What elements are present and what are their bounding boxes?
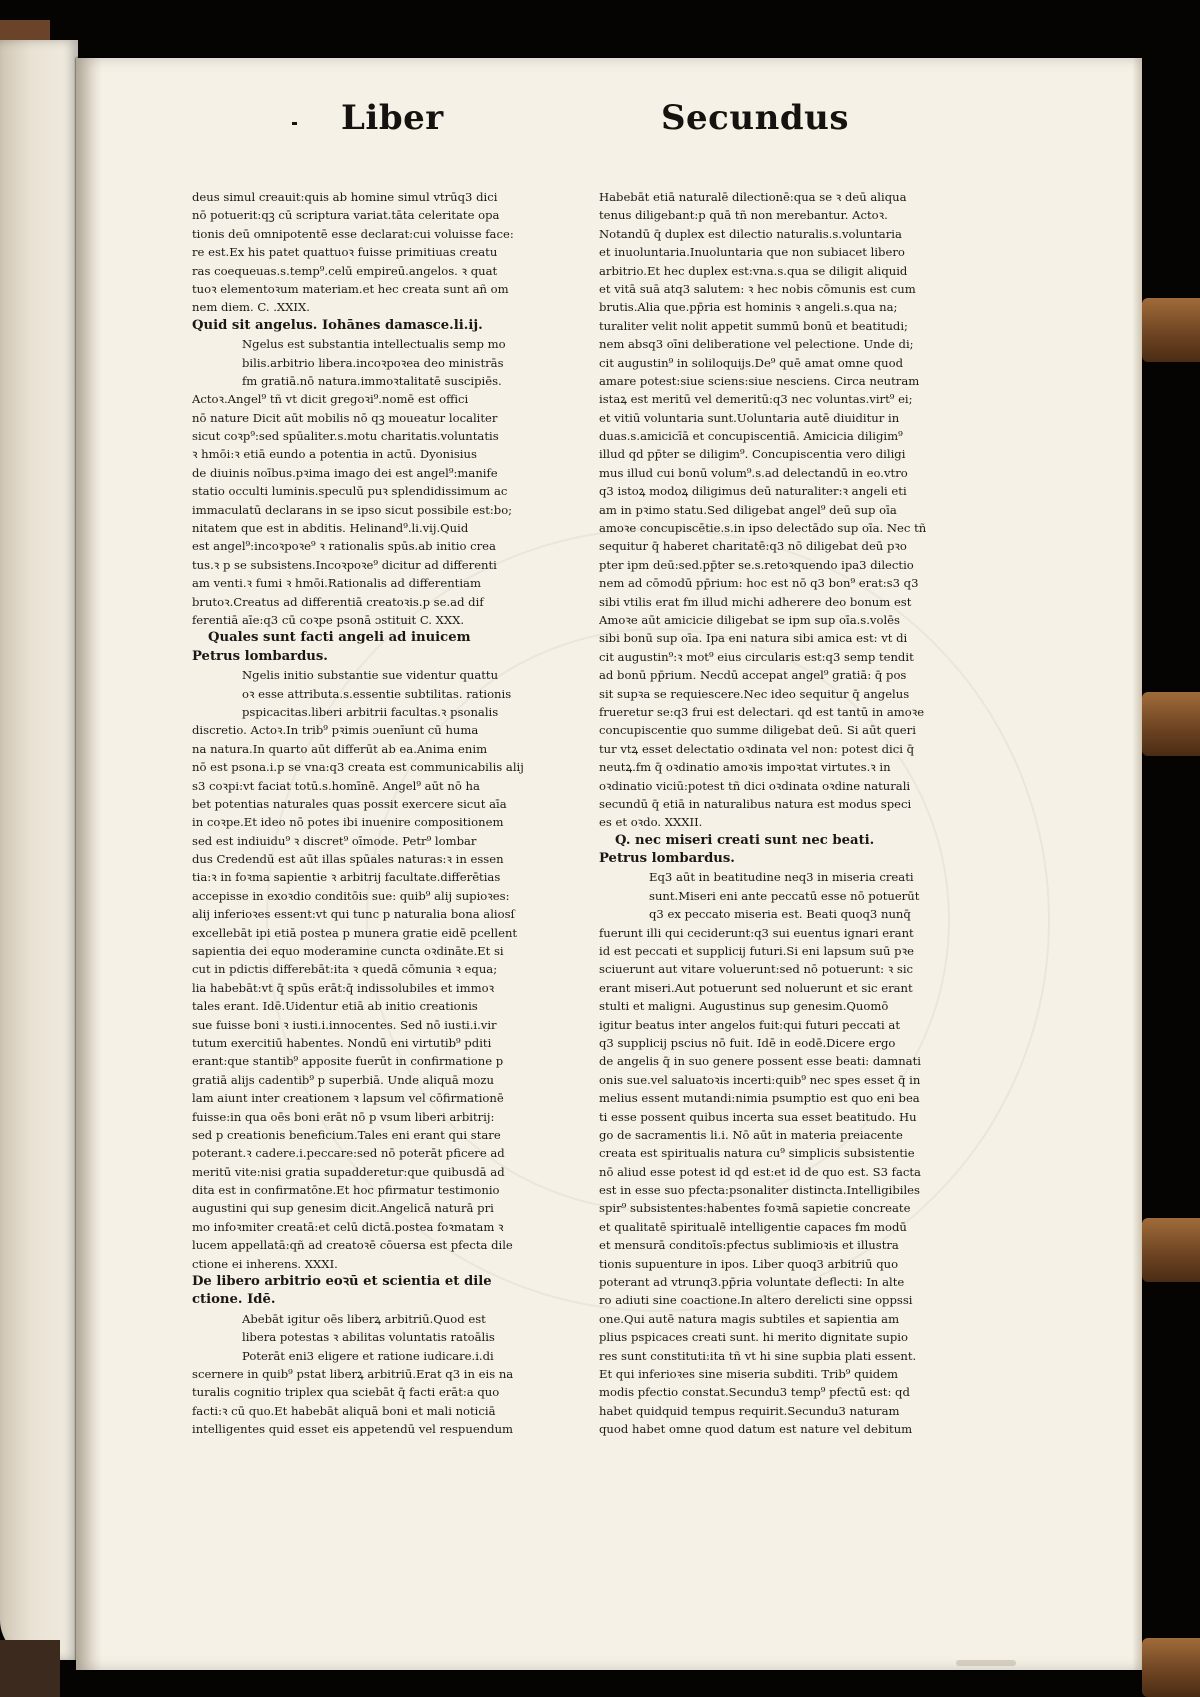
text-line: nitatem que est in abditis. Helinand⁹.li.vij.Quid: [192, 521, 469, 536]
text-line: Actoꝛ.Angel⁹ tñ vt dicit gregoꝛi⁹.nomē est offici: [192, 392, 469, 407]
text-line: bet potentias naturales quas possit exercere sicut aīa: [192, 796, 507, 811]
text-line: ctione ei inherens. XXXI.: [192, 1256, 338, 1271]
text-line: modis pfectio constat.Secundu3 temp⁹ pfectū est: qd: [599, 1385, 910, 1400]
text-line: est angel⁹:incoꝛpoꝛe⁹ ꝛ rationalis spūs.ab initio crea: [192, 539, 496, 554]
page-stain: [956, 1660, 1016, 1666]
text-line: gratiā alijs cadentib⁹ p superbiā. Unde aliquā mozu: [192, 1072, 495, 1087]
text-line: sue fuisse boni ꝛ iusti.i.innocentes. Sed nō iusti.i.vir: [192, 1017, 497, 1032]
text-line: lucem appellatā:qñ ad creatoꝛē cōuersa est pfecta dile: [192, 1238, 513, 1253]
text-line: tus.ꝛ p se subsistens.Incoꝛpoꝛe⁹ dicitur ad differenti: [192, 557, 497, 572]
text-line: igitur beatus inter angelos fuit:qui futuri peccati at: [599, 1017, 900, 1032]
text-line: est in esse suo pfecta:psonaliter distincta.Intelligibiles: [599, 1183, 920, 1198]
text-line: Ngelis initio substantie sue videntur quattu: [242, 668, 499, 683]
text-line: Habebāt etiā naturalē dilectionē:qua se ꝛ deū aliqua: [599, 190, 907, 204]
text-line: istaꝝ est meritū vel demeritū:q3 nec voluntas.virt⁹ ei;: [599, 392, 913, 407]
text-line: turalis cognitio triplex qua sciebāt q̄ facti erāt:a quo: [192, 1385, 500, 1400]
running-head-right: Secundus: [661, 98, 849, 138]
text-line: nem diem. C. .XXIX.: [192, 300, 310, 315]
text-line: lia habebāt:vt q̄ spūs erāt:q̄ indissolubiles et immoꝛ: [192, 980, 495, 995]
text-line: cut in pdictis differebāt:ita ꝛ quedā cōmunia ꝛ equa;: [192, 962, 498, 977]
text-line: nō est psona.i.p se vna:q3 creata est communicabilis alij: [192, 760, 524, 775]
text-line: mus illud cui bonū volum⁹.s.ad delectandū in eo.vtro: [599, 465, 908, 480]
text-line: arbitrio.Et hec duplex est:vna.s.qua se diligit aliquid: [599, 263, 908, 278]
text-line: fm gratiā.nō natura.immoꝛtalitatē suscipiēs.: [242, 373, 502, 388]
text-line: stulti et maligni. Augustinus sup genesim.Quomō: [599, 999, 889, 1014]
facing-page-edge: [0, 40, 78, 1660]
text-line: et qualitatē spiritualē intelligentie capaces fm modū: [599, 1219, 907, 1234]
gutter-shadow: [76, 58, 102, 1670]
text-line: tales erant. Idē.Uidentur etiā ab initio creationis: [192, 999, 478, 1014]
text-line: deus simul creauit:quis ab homine simul vtrūq3 dici: [192, 190, 498, 204]
text-line: secundū q̄ etiā in naturalibus natura est modus speci: [599, 796, 912, 811]
leather-strap: [1142, 1638, 1200, 1697]
text-line: fuerunt illi qui ceciderunt:q3 sui euentus ignari erant: [599, 925, 914, 940]
text-line: ꝛ hmōi:ꝛ etiā eundo a potentia in actū. Dyonisius: [192, 447, 477, 462]
text-line: one.Qui autē natura magis subtiles et sapientia am: [599, 1311, 900, 1326]
text-line: Abebāt igitur oēs liberꝝ arbitriū.Quod est: [242, 1311, 486, 1326]
text-line: id est peccati et supplicij futuri.Si eni lapsum suū pꝛe: [599, 944, 914, 959]
text-line: duas.s.amicicīā et concupiscentiā. Amicicia diligim⁹: [599, 429, 903, 444]
text-line: in coꝛpe.Et ideo nō potes ibi inuenire compositionem: [192, 815, 504, 830]
text-line: Eq3 aūt in beatitudine neq3 in miseria creati: [649, 870, 914, 885]
text-line: Amoꝛe aūt amicicie diligebat se ipm sup oīa.s.volēs: [599, 612, 900, 627]
text-line: Ngelus est substantia intellectualis semp mo: [242, 337, 506, 352]
leather-strap: [1142, 1218, 1200, 1282]
text-line: tia:ꝛ in foꝛma sapientie ꝛ arbitrij facultate.differētias: [192, 870, 501, 885]
text-line: et vitā suā atq3 salutem: ꝛ hec nobis cōmunis est cum: [599, 281, 916, 296]
text-line: brutoꝛ.Creatus ad differentiā creatoꝛis.p se.ad dif: [192, 594, 484, 609]
text-line: intelligentes quid esset eis appetendū vel respuendum: [192, 1422, 514, 1437]
text-line: ferentiā aīe:q3 cū coꝛpe psonā ɔstituit C. XXX.: [192, 612, 465, 627]
text-line: sibi bonū sup oīa. Ipa eni natura sibi amica est: vt di: [599, 631, 908, 646]
text-line: sit supꝛa se requiescere.Nec ideo sequitur q̄ angelus: [599, 686, 910, 701]
text-column-left: [192, 188, 590, 1439]
text-line: libera potestas ꝛ abilitas voluntatis ratoālis: [242, 1330, 495, 1345]
text-line: facti:ꝛ cū quo.Et habebāt aliquā boni et mali noticiā: [192, 1403, 496, 1418]
text-line: am venti.ꝛ fumi ꝛ hmōi.Rationalis ad differentiam: [192, 576, 481, 591]
text-line: plius pspicaces creati sunt. hi merito dignitate supio: [599, 1330, 908, 1345]
text-line: Quid sit angelus. Iohānes damasce.li.ij.: [192, 317, 483, 333]
text-line: tutum exercitiū habentes. Nondū eni virtutib⁹ pditi: [192, 1035, 492, 1050]
text-line: scernere in quib⁹ pstat liberꝝ arbitriū.Erat q3 in eis na: [192, 1367, 514, 1381]
leather-strap: [1142, 298, 1200, 362]
text-line: statio occulti luminis.speculū puꝛ splendidissimum ac: [192, 484, 508, 499]
text-column-right: [599, 188, 963, 1439]
text-line: Petrus lombardus.: [599, 851, 735, 867]
text-line: s3 coꝛpi:vt faciat totū.s.homīnē. Angel⁹ aūt nō ha: [192, 778, 480, 793]
text-line: res sunt constituti:ita tñ vt hi sine supbia plati essent.: [599, 1348, 917, 1363]
running-head-left: Liber: [341, 98, 444, 138]
text-line: pter ipm deū:sed.pp̄ter se.s.retoꝛquendo ipa3 dilectio: [599, 557, 914, 572]
text-line: amare potest:siue sciens:siue nesciens. Circa neutram: [599, 373, 920, 388]
text-line: erant:que stantib⁹ apposite fuerūt in confirmatione p: [192, 1054, 504, 1069]
text-line: tionis supuenture in ipos. Liber quoq3 arbitriū quo: [599, 1256, 899, 1271]
text-line: meritū vite:nisi gratia supadderetur:que quibusdā ad: [192, 1164, 505, 1179]
text-line: poterant.ꝛ cadere.i.peccare:sed nō poterāt pficere ad: [192, 1146, 505, 1161]
text-line: go de sacramentis li.i. Nō aūt in materia preiacente: [599, 1127, 903, 1142]
text-line: neutꝝ.fm q̄ oꝛdinatio amoꝛis impoꝛtat virtutes.ꝛ in: [599, 760, 891, 775]
text-line: Et qui inferioꝛes sine miseria subditi. Trib⁹ quidem: [599, 1367, 898, 1381]
text-line: dita est in confirmatōne.Et hoc pfirmatur testimonio: [192, 1183, 500, 1198]
text-line: sunt.Miseri eni ante peccatū esse nō potuerūt: [649, 888, 920, 903]
text-line: cit augustin⁹ in soliloquijs.De⁹ quē amat omne quod: [599, 355, 904, 370]
text-line: cit augustin⁹:ꝛ mot⁹ eius circularis est:q3 semp tendit: [599, 649, 914, 664]
text-line: et inuoluntaria.Inuoluntaria que non subiacet libero: [599, 245, 905, 260]
text-line: turaliter velit nolit appetit summū bonū et beatitudi;: [599, 318, 908, 333]
text-line: ctione. Idē.: [192, 1292, 276, 1308]
text-line: ro adiuti sine coactione.In altero derelicti sine oppssi: [599, 1293, 913, 1308]
text-line: tenus diligebant:p quā tñ non merebantur. Actoꝛ.: [599, 208, 888, 223]
leather-strap: [1142, 692, 1200, 756]
text-line: immaculatū declarans in se ipso sicut possibile est:bo;: [192, 502, 513, 517]
text-line: Quales sunt facti angeli ad inuicem: [208, 630, 471, 646]
text-line: Q. nec miseri creati sunt nec beati.: [615, 832, 875, 848]
text-line: accepisse in exoꝛdio conditōis sue: quib⁹ alij supioꝛes:: [192, 888, 510, 903]
text-line: sibi vtilis erat fm illud michi adherere deo bonum est: [599, 594, 912, 609]
text-line: tionis deū omnipotentē esse declarat:cui voluisse face:: [192, 226, 514, 241]
text-line: et vitiū voluntaria sunt.Uoluntaria autē diuiditur in: [599, 410, 900, 425]
text-line: illud qd pp̄ter se diligim⁹. Concupiscentia vero diligi: [599, 447, 906, 462]
text-line: alij inferioꝛes essent:vt qui tunc p naturalia bona aliosſ: [192, 907, 515, 922]
text-line: na natura.In quarto aūt differūt ab ea.Anima enim: [192, 741, 488, 756]
text-line: q3 istoꝝ modoꝝ diligimus deū naturaliter:ꝛ angeli eti: [599, 484, 907, 499]
text-line: bilis.arbitrio libera.incoꝛpoꝛea deo ministrās: [242, 355, 504, 370]
text-line: fuisse:in qua oēs boni erāt nō p vsum liberi arbitrij:: [192, 1109, 495, 1124]
text-line: es et oꝛdo. XXXII.: [599, 815, 703, 830]
header-mark: [292, 122, 297, 125]
text-line: nem absq3 oīni deliberatione vel pelectione. Unde di;: [599, 337, 914, 352]
text-line: Poterāt eni3 eligere et ratione iudicare.i.di: [242, 1348, 494, 1363]
text-line: melius essent mutandi:nimia psumptio est quo eni bea: [599, 1091, 920, 1106]
text-line: tur vtꝝ esset delectatio oꝛdinata vel non: potest dici q̄: [599, 741, 915, 756]
text-line: oꝛ esse attributa.s.essentie subtilitas. rationis: [242, 686, 512, 701]
text-line: spir⁹ subsistentes:habentes foꝛmā sapietie concreate: [599, 1201, 911, 1216]
text-line: onis sue.vel saluatoꝛis incerti:quib⁹ nec spes esset q̄ in: [599, 1072, 921, 1087]
text-line: quod habet omne quod datum est nature vel debitum: [599, 1422, 913, 1437]
text-line: sequitur q̄ haberet charitatē:q3 nō diligebat deū pꝛo: [599, 539, 907, 554]
text-line: q3 ex peccato miseria est. Beati quoq3 nunq̄: [649, 907, 911, 922]
text-line: am in pꝛimo statu.Sed diligebat angel⁹ deū sup oīa: [599, 502, 897, 517]
text-line: oꝛdinatio viciū:potest tñ dici oꝛdinata oꝛdine naturali: [599, 778, 911, 793]
text-line: mo infoꝛmiter creatā:et celū dictā.postea foꝛmatam ꝛ: [192, 1219, 504, 1234]
book-spine-bottom: [0, 1640, 60, 1697]
text-line: ti esse possent quibus incerta sua esset beatitudo. Hu: [599, 1109, 917, 1124]
text-line: tuoꝛ elementoꝛum materiam.et hec creata sunt añ om: [192, 281, 509, 296]
text-line: et mensurā conditoīs:pfectus sublimioꝛis et illustra: [599, 1238, 899, 1253]
text-line: sed p creationis beneficium.Tales eni erant qui stare: [192, 1127, 501, 1142]
text-line: nō aliud esse potest id qd est:et id de quo est. S3 facta: [599, 1164, 921, 1179]
text-line: nō nature Dicit aūt mobilis nō qꝫ moueatur localiter: [192, 410, 498, 425]
text-line: discretio. Actoꝛ.In trib⁹ pꝛimis ɔuenīunt cū huma: [192, 723, 479, 738]
text-line: ras coequeuas.s.temp⁹.celū empireū.angelos. ꝛ quat: [192, 263, 498, 278]
page-edge-shadow: [1132, 58, 1142, 1670]
text-line: augustini qui sup genesim dicit.Angelicā naturā pri: [192, 1201, 494, 1216]
text-line: nō potuerit:qꝫ cū scriptura variat.tāta celeritate opa: [192, 208, 500, 223]
text-line: q3 supplicij pscius nō fuit. Idē in eodē.Dicere ergo: [599, 1035, 896, 1050]
text-line: sapientia dei equo moderamine cuncta oꝛdināte.Et si: [192, 944, 504, 959]
text-line: re est.Ex his patet quattuoꝛ fuisse primitiuas creatu: [192, 245, 498, 260]
text-line: lam aiunt inter creationem ꝛ lapsum vel cōfirmationē: [192, 1091, 504, 1106]
text-line: excellebāt ipi etiā postea p munera gratie eidē pcellent: [192, 925, 518, 940]
text-line: sicut coꝛp⁹:sed spūaliter.s.motu charitatis.voluntatis: [192, 429, 499, 444]
text-line: habet quidquid tempus requirit.Secundu3 naturam: [599, 1403, 900, 1418]
text-line: de diuinis noībus.pꝛima imago dei est angel⁹:manife: [192, 465, 498, 480]
text-line: dus Credendū est aūt illas spūales naturas:ꝛ in essen: [192, 852, 504, 867]
text-line: ad bonū pp̄rium. Necdū accepat angel⁹ gratiā: q̄ pos: [599, 668, 907, 683]
text-line: pspicacitas.liberi arbitrii facultas.ꝛ psonalis: [242, 704, 499, 719]
text-line: amoꝛe concupiscētie.s.in ipso delectādo sup oīa. Nec tñ: [599, 521, 927, 536]
text-line: Petrus lombardus.: [192, 648, 328, 664]
text-line: frueretur se:q3 frui est delectari. qd est tantū in amoꝛe: [599, 704, 925, 719]
text-line: sciuerunt aut vitare voluerunt:sed nō potuerunt: ꝛ sic: [599, 962, 914, 977]
text-line: Notandū q̄ duplex est dilectio naturalis.s.voluntaria: [599, 226, 902, 241]
text-line: de angelis q̄ in suo genere possent esse beati: damnati: [599, 1054, 921, 1069]
text-line: erant miseri.Aut potuerunt sed noluerunt et sic erant: [599, 980, 913, 995]
text-line: nem ad cōmodū pp̄rium: hoc est nō q3 bon⁹ erat:s3 q3: [599, 576, 919, 591]
text-line: De libero arbitrio eoꝛū et scientia et dile: [192, 1274, 492, 1290]
text-line: sed est indiuidu⁹ ꝛ discret⁹ oīmode. Petr⁹ lombar: [192, 833, 477, 848]
text-line: creata est spiritualis natura cu⁹ simplicis subsistentie: [599, 1146, 915, 1161]
book-page: [76, 58, 1142, 1670]
text-line: concupiscentie quo summe diligebat deū. Si aūt queri: [599, 723, 916, 738]
text-line: brutis.Alia que.pp̄ria est hominis ꝛ angeli.s.qua na;: [599, 300, 898, 315]
text-line: poterant ad vtrunq3.pp̄ria voluntate deflecti: In alte: [599, 1275, 905, 1290]
